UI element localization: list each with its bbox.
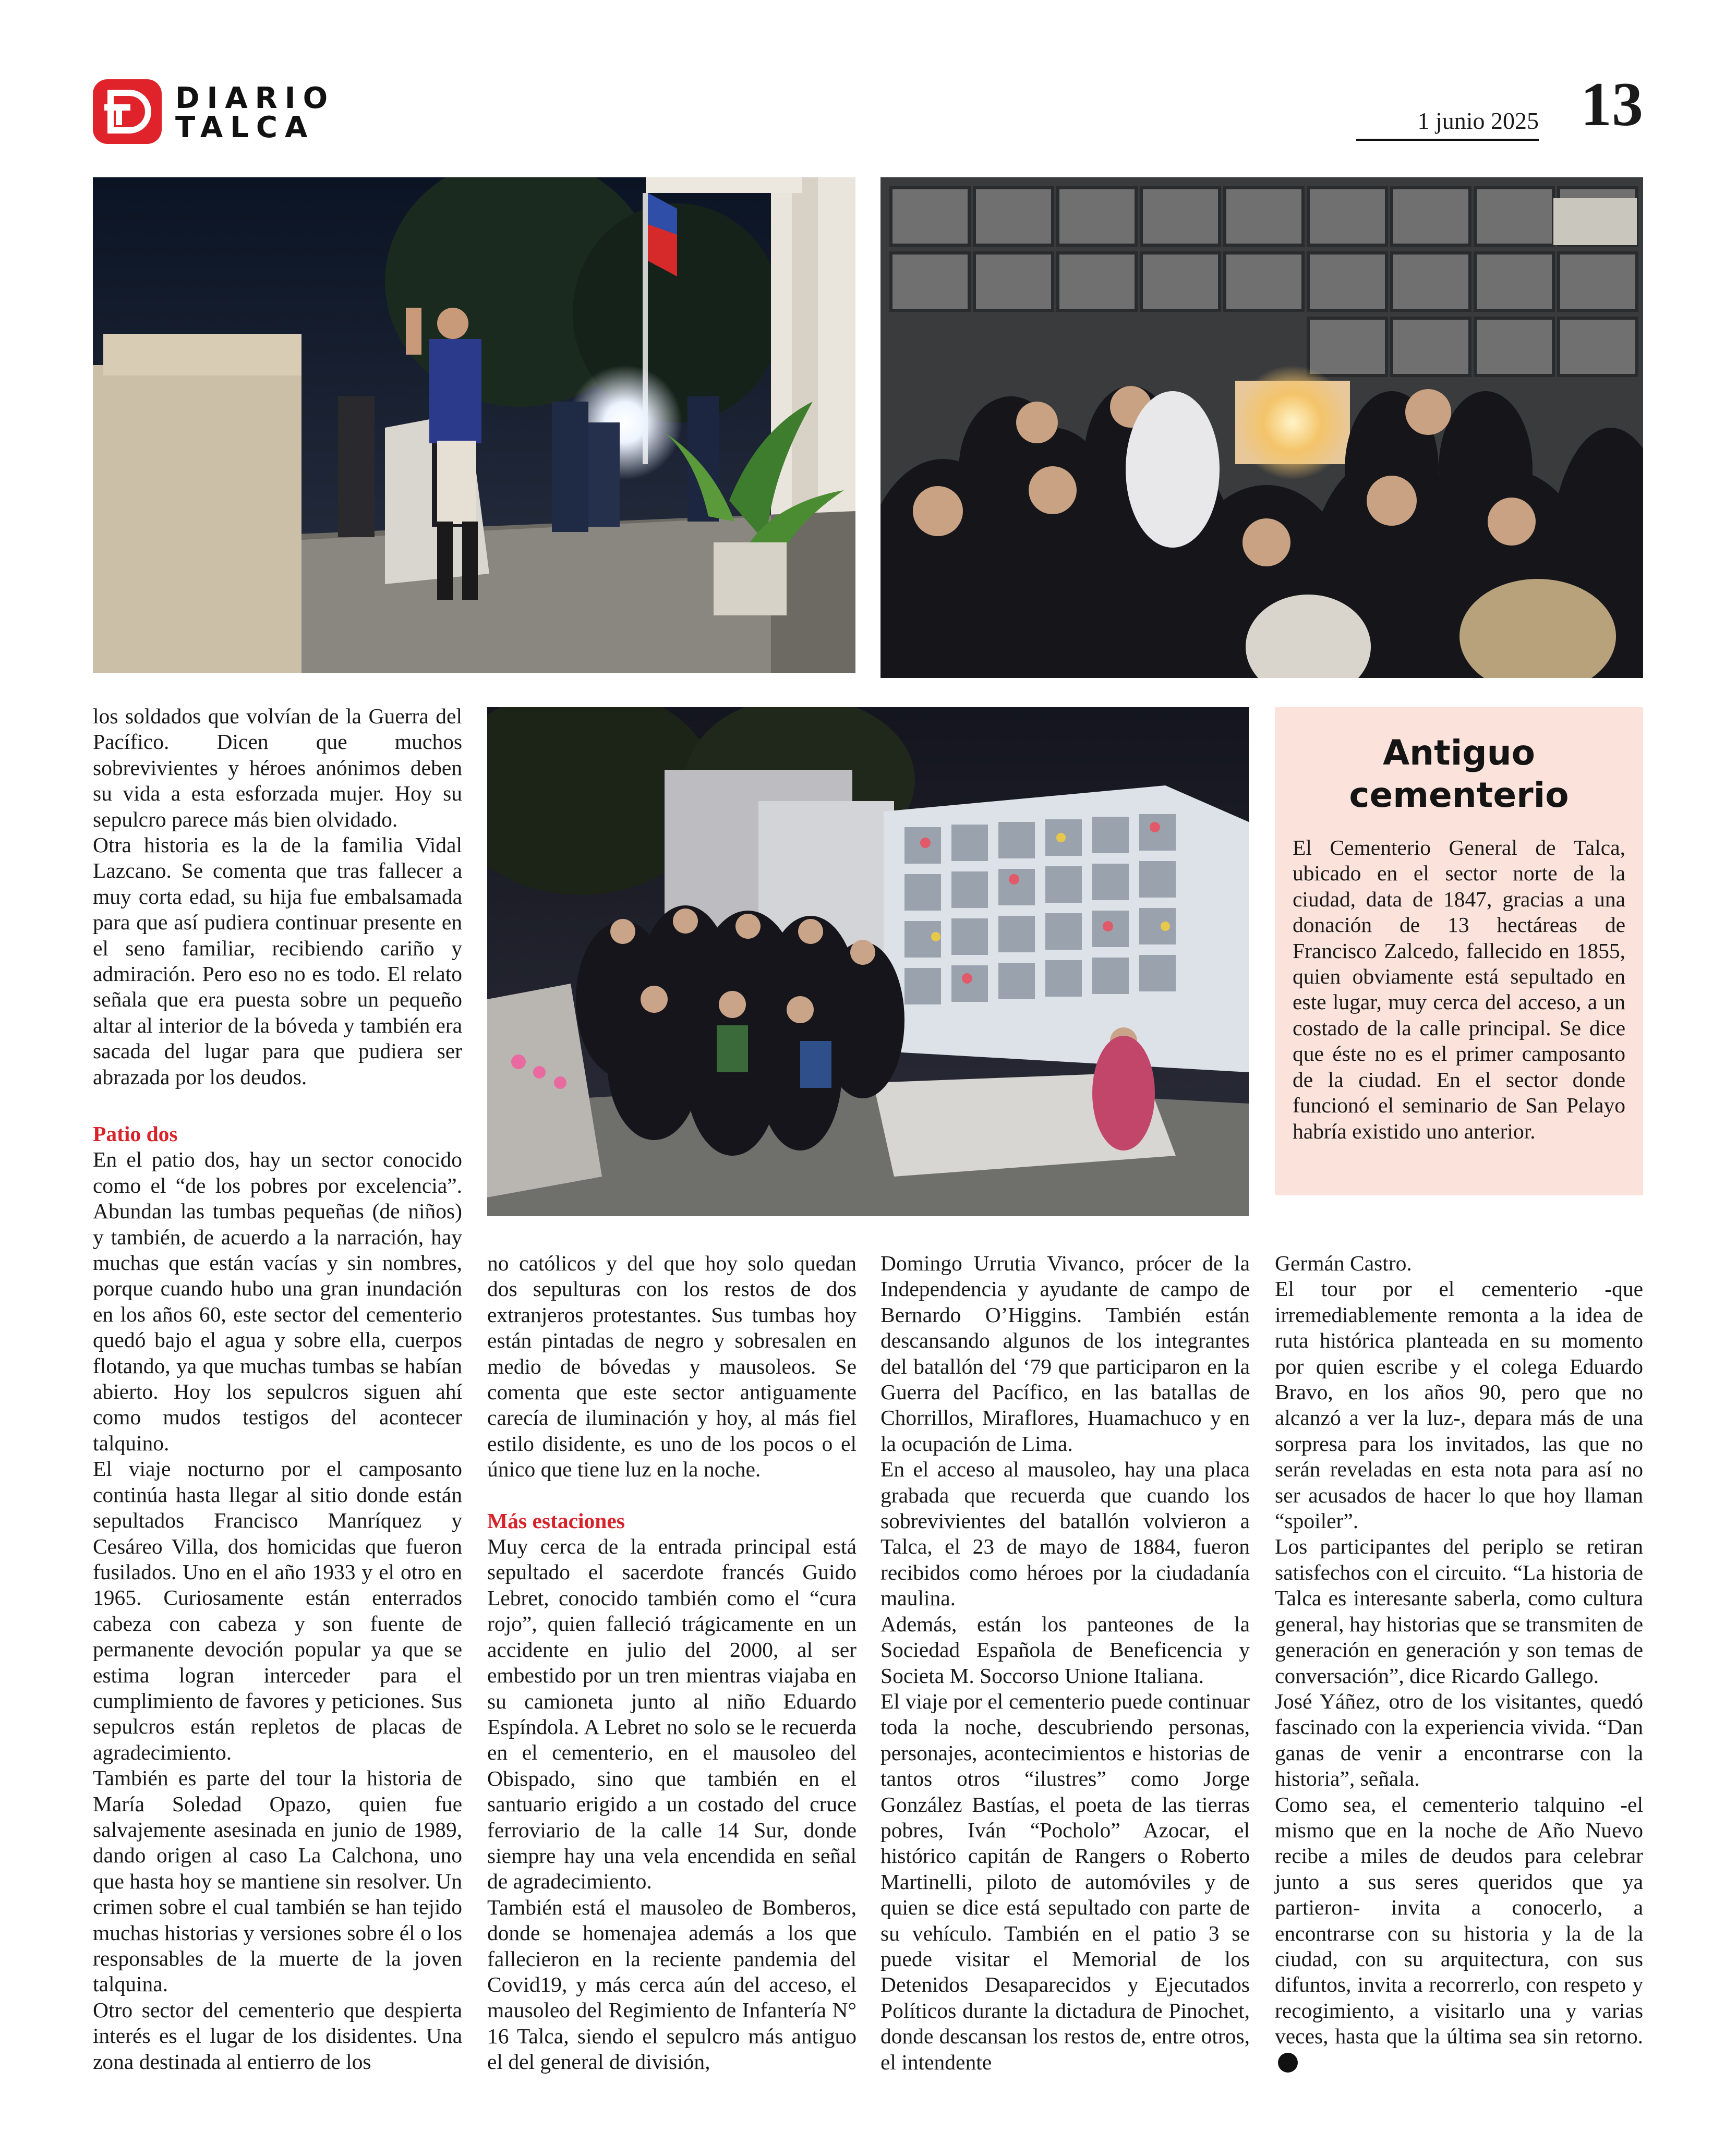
paragraph: los soldados que volvían de la Guerra del Pacífico. Dicen que muchos sobrevivientes y héroes anónimos deben su vida a esta esforzada mujer. Hoy su sepulcro parece más bien olvidado. bbox=[93, 704, 462, 831]
issue-date: 1 junio 2025 bbox=[1356, 107, 1539, 141]
paragraph-final bbox=[1275, 1792, 1643, 2075]
sidebar-text: El Cementerio General de Talca, ubicado en el sector norte de la ciudad, data de 1847, gracias a una donación de 13 hectáreas de Francisco Zalcedo, fallecido en 1855, quien obviamente está sepultado en este lugar, muy cerca del acceso, a un costado de la calle principal. Se dice que éste no es el primer camposanto de la ciudad. En el sector donde funcionó el seminario de San Pelayo habría existido uno anterior. bbox=[1293, 835, 1625, 1143]
article-column-1-bottom bbox=[93, 1121, 462, 2075]
article-column-3 bbox=[880, 1251, 1250, 2075]
paragraph: Domingo Urrutia Vivanco, prócer de la Independencia y ayudante de campo de Bernardo O’Higgins. También están descansando algunos de los integrantes del batallón del ‘79 que participaron en la Guerra del Pacífico, en las batallas de Chorrillos, Miraflores, Huamachuco y en la ocupación de Lima. bbox=[880, 1251, 1250, 1456]
article-column-2 bbox=[487, 1251, 857, 2075]
paragraph: En el patio dos, hay un sector conocido como el “de los pobres por excelencia”. Abundan las tumbas pequeñas (de niños) y también, de acuerdo a la narración, hay muchas que están vacías y sin nombres, porque cuando hubo una gran inundación en los años 60, este sector del cementerio quedó bajo el agua y sobre ella, cuerpos flotando, ya que muchas tumbas se habían abierto. Hoy los sepulcros siguen ahí como mudos testigos del acontecer talquino. bbox=[93, 1147, 462, 1455]
paragraph: no católicos y del que hoy solo quedan dos sepulturas con los restos de dos extranjeros protestantes. Sus tumbas hoy están pintadas de negro y sobresalen en medio de bóvedas y mausoleos. Se comenta que este sector antiguamente carecía de iluminación y hoy, al más fiel estilo disidente, es uno de los pocos o el único que tiene luz en la noche. bbox=[487, 1251, 857, 1482]
paragraph: José Yáñez, otro de los visitantes, quedó fascinado con la experiencia vivida. “Dan ganas de venir a encontrarse con la historia”, señala. bbox=[1275, 1689, 1643, 1791]
subheading-mas-estaciones: Más estaciones bbox=[487, 1508, 625, 1533]
subheading-patio-dos: Patio dos bbox=[93, 1122, 178, 1146]
end-of-article-icon bbox=[1278, 2053, 1298, 2073]
photo-tour-group-cemetery bbox=[487, 707, 1249, 1216]
paragraph: Germán Castro. bbox=[1275, 1251, 1412, 1275]
logo-text-line2: TALCA bbox=[175, 111, 315, 144]
paragraph: Otro sector del cementerio que despierta interés es el lugar de los disidentes. Una zona destinada al entierro de los bbox=[93, 1997, 462, 2074]
paragraph-text: Como sea, el cementerio talquino -el mismo que en la noche de Año Nuevo recibe a miles de deudos para celebrar junto a sus seres queridos que ya partieron- invita a conocerlo, a encontrarse con su historia y la de la ciudad, con su arquitectura, con sus difuntos, invita a recorrerlo, con respeto y recogimiento, a visitarlo una y varias veces, hasta que la última sea sin retorno. bbox=[1275, 1792, 1643, 2049]
article-column-4 bbox=[1275, 1251, 1643, 2075]
paragraph: El viaje por el cementerio puede continuar toda la noche, descubriendo personas, personajes, acontecimientos e historias de tantos otros “ilustres” como Jorge González Bastías, el poeta de las tierras pobres, Iván “Pocholo” Azocar, el histórico capitán de Rangers o Roberto Martinelli, piloto de automóviles y de quien se dice está sepultado con parte de su vehículo. También en el patio 3 se puede visitar el Memorial de los Detenidos Desaparecidos y Ejecutados Políticos durante la dictadura de Pinochet, donde descansan los restos de, entre otros, el intendente bbox=[880, 1689, 1250, 2074]
paragraph: También está el mausoleo de Bomberos, donde se homenajea además a los que fallecieron en la reciente pandemia del Covid19, y más cerca aún del acceso, el mausoleo del Regimiento de Infantería N° 16 Talca, siendo el sepulcro más antiguo el del general de división, bbox=[487, 1895, 857, 2074]
sidebar-title: Antiguo cementerio bbox=[1349, 733, 1569, 815]
paragraph: En el acceso al mausoleo, hay una placa grabada que recuerda que cuando los sobrevivientes del batallón volvieron a Talca, el 23 de mayo de 1884, fueron recibidos como héroes por la ciudadanía maulina. bbox=[880, 1457, 1250, 1610]
article-column-1-top bbox=[93, 704, 462, 1090]
paragraph: También es parte del tour la historia de María Soledad Opazo, quien fue salvajemente asesinada en junio de 1989, dando origen al caso La Calchona, uno que hasta hoy se mantiene sin resolver. Un crimen sobre el cual también se han tejido muchas historias y versiones sobre él o los responsables de la muerte de la joven talquina. bbox=[93, 1766, 462, 1996]
paragraph: El tour por el cementerio -que irremediablemente remonta a la idea de ruta histórica planteada en su momento por quien escribe y el colega Eduardo Bravo, en los años 90, pero que no alcanzó a ver la luz-, depara más de una sorpresa para los invitados, las que no serán reveladas en esta nota para así no ser acusados de hacer lo que hoy llaman “spoiler”. bbox=[1275, 1277, 1643, 1533]
logo-text-line1: DIARIO bbox=[175, 81, 335, 115]
photo-soldier-reenactor bbox=[93, 177, 855, 673]
paragraph: Muy cerca de la entrada principal está sepultado el sacerdote francés Guido Lebret, conocido también como el “cura rojo”, quien falleció trágicamente en un accidente en julio del 2000, al ser embestido por un tren mientras viajaba en su camioneta junto al niño Eduardo Espíndola. A Lebret no solo se le recuerda en el cementerio, en el mausoleo del Obispado, sino que también en el santuario erigido a un costado del cruce ferroviario de la calle 14 Sur, donde siempre hay una vela encendida en señal de agradecimiento. bbox=[487, 1534, 857, 1894]
paragraph: El viaje nocturno por el camposanto continúa hasta llegar al sitio donde están sepultados Francisco Manríquez y Cesáreo Villa, dos homicidas que fueron fusilados. Uno en el año 1933 y el otro en 1965. Curiosamente están enterrados cabeza con cabeza y son fuente de permanente devoción popular ya que se estima logran interceder para el cumplimiento de favores y peticiones. Sus sepulcros están repletos de placas de agradecimiento. bbox=[93, 1457, 462, 1764]
page-number: 13 bbox=[1581, 69, 1643, 139]
paragraph: Los participantes del periplo se retiran satisfechos con el circuito. “La historia de Talca es interesante saberla, como cultura general, hay historias que se transmiten de generación en generación y son temas de conversación”, dice Ricardo Gallego. bbox=[1275, 1534, 1643, 1688]
paragraph: Además, están los panteones de la Sociedad Española de Beneficencia y Societa M. Soccorso Unione Italiana. bbox=[880, 1612, 1250, 1688]
sidebar-box bbox=[1275, 707, 1643, 1195]
photo-crowd-at-niche-wall bbox=[880, 177, 1643, 678]
paragraph: Otra historia es la de la familia Vidal Lazcano. Se comenta que tras fallecer a muy corta edad, su hija fue embalsamada para que así pudiera continuar presente en el seno familiar, recibiendo cariño y admiración. Pero eso no es todo. El relato señala que era puesta sobre un pequeño altar al interior de la bóveda y también era sacada del lugar para que pudiera ser abrazada por los deudos. bbox=[93, 833, 462, 1089]
logo-d-icon bbox=[93, 79, 162, 144]
